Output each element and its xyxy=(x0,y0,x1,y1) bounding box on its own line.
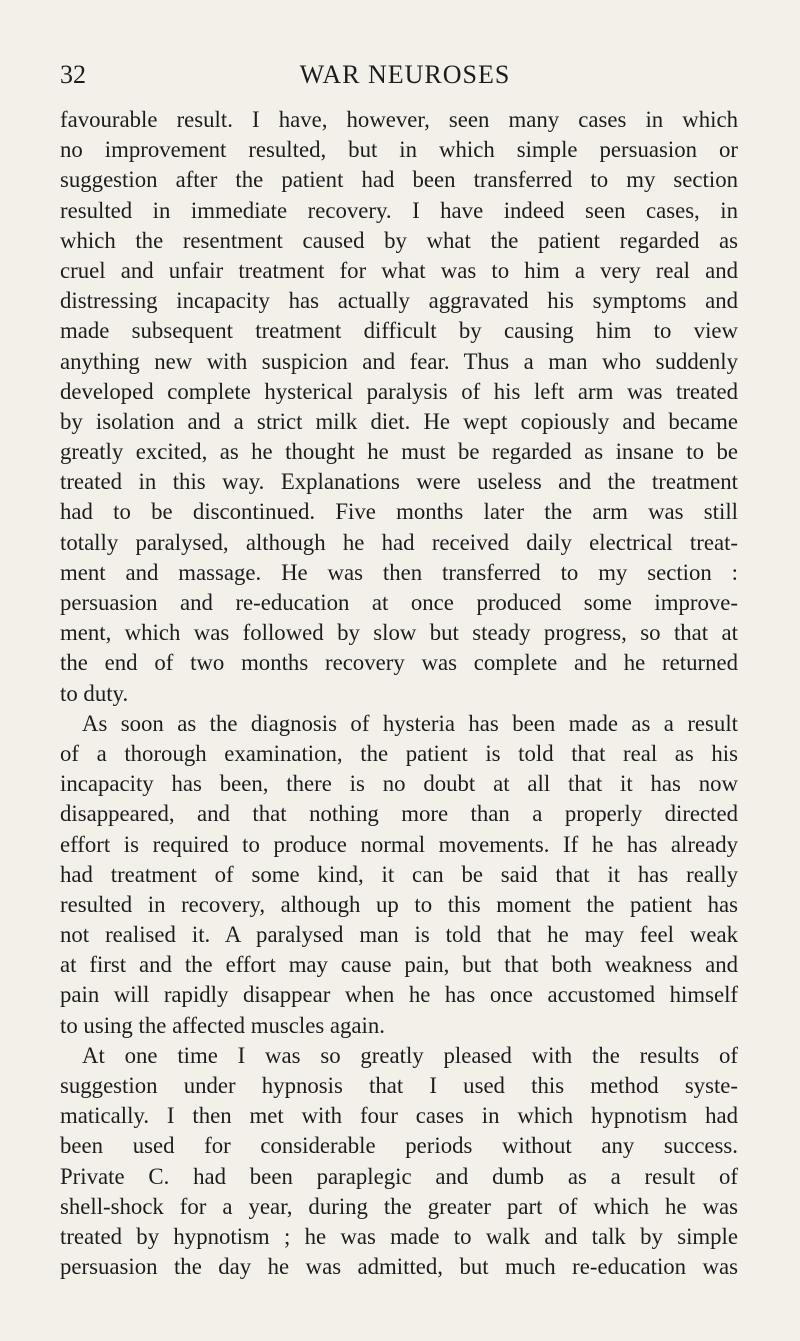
text-line: at first and the effort may cause pain, but that both weakness and xyxy=(60,952,738,978)
text-line: been used for considerable periods without any success. xyxy=(60,1133,738,1159)
text-line: resulted in immediate recovery. I have indeed seen cases, in xyxy=(60,197,738,223)
text-line: which the resentment caused by what the patient regarded as xyxy=(60,227,738,253)
text-line: to using the affected muscles again. xyxy=(60,1012,385,1038)
text-line: cruel and unfair treatment for what was to him a very real and xyxy=(60,257,738,283)
text-line: persuasion and re-education at once produced some improve- xyxy=(60,590,738,615)
running-title: WAR NEUROSES xyxy=(299,60,511,89)
text-line: matically. I then met with four cases in which hypnotism had xyxy=(60,1103,738,1129)
text-line: treated by hypnotism ; he was made to walk and talk by simple xyxy=(60,1223,738,1249)
body-text xyxy=(60,105,738,1282)
text-line: treated in this way. Explanations were useless and the treatment xyxy=(60,469,738,495)
text-line: pain will rapidly disappear when he has once accustomed himself xyxy=(60,982,738,1008)
text-line: the end of two months recovery was complete and he returned xyxy=(60,650,738,676)
text-line: shell-shock for a year, during the greater part of which he was xyxy=(60,1193,738,1219)
text-line: incapacity has been, there is no doubt at all that it has now xyxy=(60,771,738,797)
text-line: favourable result. I have, however, seen many cases in which xyxy=(60,107,738,132)
text-line: no improvement resulted, but in which simple persuasion or xyxy=(60,137,738,163)
text-line: As soon as the diagnosis of hysteria has been made as a result xyxy=(82,710,738,736)
text-line: not realised it. A paralysed man is told that he may feel weak xyxy=(60,922,738,948)
text-line: to duty. xyxy=(60,680,129,706)
page-number: 32 xyxy=(60,60,86,89)
text-line: ment and massage. He was then transferred to my section : xyxy=(60,559,738,585)
text-line: greatly excited, as he thought he must be regarded as insane to be xyxy=(60,439,738,465)
text-line: made subsequent treatment difficult by causing him to view xyxy=(60,318,738,344)
text-line: of a thorough examination, the patient is told that real as his xyxy=(60,740,738,766)
text-line: effort is required to produce normal movements. If he has already xyxy=(60,831,738,857)
text-line: Private C. had been paraplegic and dumb as a result of xyxy=(60,1163,738,1189)
text-line: resulted in recovery, although up to this moment the patient has xyxy=(60,891,738,917)
text-line: suggestion after the patient had been transferred to my section xyxy=(60,167,738,193)
text-line: At one time I was so greatly pleased with the results of xyxy=(82,1042,738,1068)
text-line: suggestion under hypnosis that I used this method syste- xyxy=(60,1073,738,1098)
text-line: had treatment of some kind, it can be said that it has really xyxy=(60,861,738,887)
text-line: persuasion the day he was admitted, but much re-education was xyxy=(60,1254,738,1280)
text-line: distressing incapacity has actually aggravated his symptoms and xyxy=(60,288,738,314)
text-line: anything new with suspicion and fear. Thus a man who suddenly xyxy=(60,348,738,374)
text-line: ment, which was followed by slow but steady progress, so that at xyxy=(60,620,738,646)
text-line: disappeared, and that nothing more than a properly directed xyxy=(60,801,738,827)
text-line: by isolation and a strict milk diet. He wept copiously and became xyxy=(60,408,738,434)
text-line: developed complete hysterical paralysis of his left arm was treated xyxy=(60,378,738,404)
text-line: had to be discontinued. Five months later the arm was still xyxy=(60,499,738,525)
text-line: totally paralysed, although he had received daily electrical treat- xyxy=(60,529,738,555)
page-header xyxy=(60,58,750,92)
